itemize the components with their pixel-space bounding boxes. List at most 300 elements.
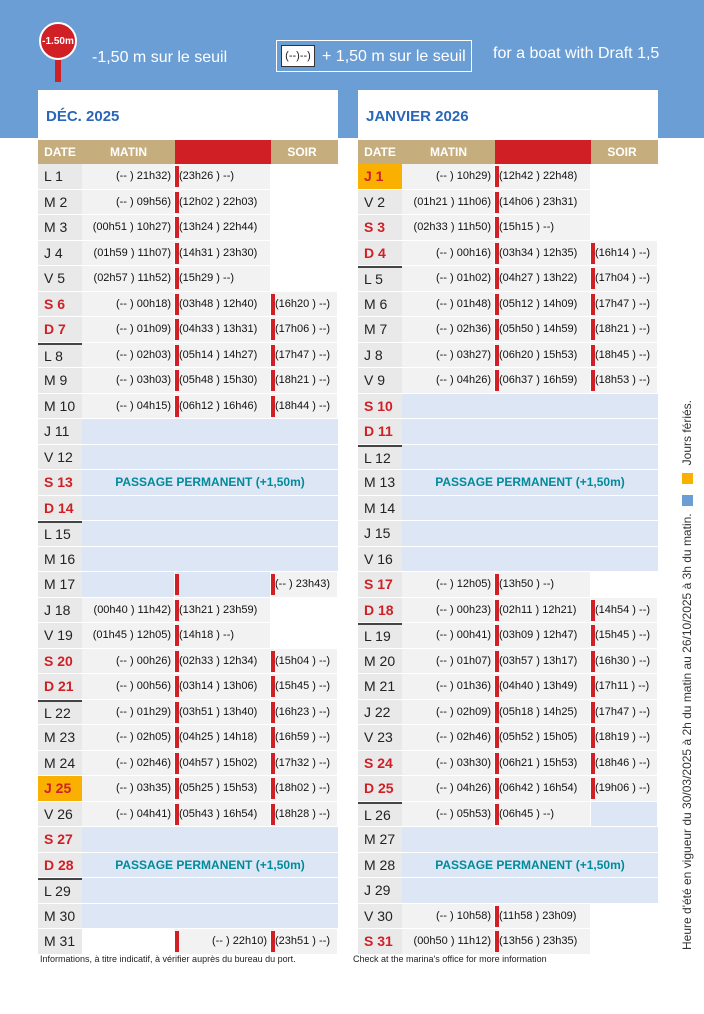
day-slot-text: (13h24 ) 22h44) [179,221,258,234]
red-marker [495,804,499,825]
red-marker [591,345,595,366]
table-row [358,266,658,292]
red-marker [591,778,595,799]
day-slot-text: (14h18 ) --) [179,629,235,642]
day-slot-text: (03h34 ) 12h35) [499,246,578,259]
table-row [358,623,658,649]
morning-slot: (-- ) 21h32) [82,164,175,189]
red-marker [271,651,275,672]
date-cell: D 14 [38,496,82,521]
red-marker [175,600,179,621]
table-row [358,725,658,751]
morning-slot: (-- ) 01h09) [82,317,175,342]
date-cell: L 19 [358,623,402,648]
table-row [38,776,338,802]
table-row [38,241,338,267]
red-marker [271,727,275,748]
day-slot-text: (04h27 ) 13h22) [499,272,578,285]
date-cell: S 20 [38,649,82,674]
table-row [38,343,338,369]
morning-slot: (-- ) 02h46) [402,725,495,750]
table-row [358,751,658,777]
date-cell: M 3 [38,215,82,240]
evening-slot-text: (23h51 ) --) [275,935,331,948]
day-slot-text: (03h51 ) 13h40) [179,705,258,718]
day-slot [495,190,591,215]
day-slot-text: (-- ) 22h10) [211,935,267,948]
table-row [358,496,658,522]
day-slot-text: (06h45 ) --) [499,807,555,820]
evening-slot [271,317,338,342]
day-slot [175,317,271,342]
date-cell: M 13 [358,470,402,495]
morning-slot: (-- ) 00h23) [402,598,495,623]
morning-slot: (-- ) 01h07) [402,649,495,674]
date-cell: L 12 [358,445,402,470]
evening-slot [591,368,658,393]
red-marker [495,625,499,646]
passage-permanent-cell: PASSAGE PERMANENT (+1,50m) [82,853,338,878]
date-cell: M 7 [358,317,402,342]
dst-note: Heure d'été en vigueur du 30/03/2025 à 2h du matin au 26/10/2025 à 3h du matin. [680,513,694,950]
table-row [358,878,658,904]
day-slot [175,725,271,750]
red-marker [495,600,499,621]
evening-slot [591,317,658,342]
morning-slot: (-- ) 00h26) [82,649,175,674]
red-marker [271,396,275,417]
morning-slot: (00h51 ) 10h27) [82,215,175,240]
passage-permanent-cell: PASSAGE PERMANENT (+1,50m) [402,853,658,878]
date-cell: M 30 [38,904,82,929]
evening-slot-text: (16h23 ) --) [275,705,331,718]
date-cell: V 30 [358,904,402,929]
passage-permanent-cell [82,827,338,852]
date-cell: J 11 [38,419,82,444]
day-slot [175,598,271,623]
dst-swatch [682,495,693,506]
table-row [358,853,658,879]
evening-slot [271,394,338,419]
date-cell: J 4 [38,241,82,266]
red-marker [271,778,275,799]
table-row [38,215,338,241]
legend-above: + 1,50 m sur le seuil [322,48,466,65]
day-slot-text: (05h14 ) 14h27) [179,348,258,361]
red-marker [175,268,179,289]
red-marker [271,753,275,774]
day-slot-text: (23h26 ) --) [179,170,235,183]
evening-slot [591,929,658,954]
day-slot-text: (06h20 ) 15h53) [499,348,578,361]
day-slot [175,266,271,291]
red-marker [591,370,595,391]
date-cell: M 21 [358,674,402,699]
morning-slot: (-- ) 00h18) [82,292,175,317]
evening-slot [591,776,658,801]
red-marker [175,243,179,264]
red-marker [175,396,179,417]
evening-slot [591,623,658,648]
table-row [358,470,658,496]
table-row [38,368,338,394]
table-row [358,368,658,394]
date-cell: S 17 [358,572,402,597]
red-marker [271,370,275,391]
day-slot-text: (15h15 ) --) [499,221,555,234]
morning-slot: (-- ) 03h03) [82,368,175,393]
red-marker [591,625,595,646]
red-marker [495,651,499,672]
table-row [38,725,338,751]
day-slot [495,317,591,342]
morning-slot: (-- ) 10h58) [402,904,495,929]
evening-slot [591,190,658,215]
evening-slot-text: (17h47 ) --) [595,297,651,310]
table-header [358,140,658,164]
day-slot-text: (05h43 ) 16h54) [179,807,258,820]
evening-slot [591,164,658,189]
date-cell: M 16 [38,547,82,572]
morning-slot: (02h57 ) 11h52) [82,266,175,291]
date-cell: D 21 [38,674,82,699]
day-slot [495,598,591,623]
date-cell: L 15 [38,521,82,546]
red-marker [271,345,275,366]
passage-permanent-cell [82,419,338,444]
evening-slot-text: (14h54 ) --) [595,603,651,616]
evening-slot [271,802,338,827]
evening-slot [591,725,658,750]
sign-pole [55,60,61,82]
passage-permanent-cell [402,445,658,470]
evening-slot-text: (17h32 ) --) [275,756,331,769]
red-marker [591,268,595,289]
table-row [38,572,338,598]
day-slot-text: (06h21 ) 15h53) [499,756,578,769]
red-marker [271,702,275,723]
passage-permanent-cell [402,419,658,444]
red-marker [175,778,179,799]
red-marker [495,778,499,799]
red-marker [175,625,179,646]
header-date: DATE [44,145,76,159]
evening-slot [591,802,658,827]
evening-slot-text: (19h06 ) --) [595,782,651,795]
header-separator [175,140,266,164]
morning-slot: (-- ) 04h26) [402,368,495,393]
evening-slot [271,292,338,317]
day-slot [495,164,591,189]
morning-slot: (-- ) 01h48) [402,292,495,317]
date-cell: S 24 [358,751,402,776]
evening-slot [271,674,338,699]
evening-slot-text: (17h11 ) --) [595,680,650,693]
passage-permanent-cell [402,827,658,852]
morning-slot [82,929,175,954]
depth-sign-icon [39,22,77,60]
day-slot-text: (03h57 ) 13h17) [499,654,578,667]
evening-slot [591,598,658,623]
passage-permanent-cell [82,904,338,929]
passage-permanent-cell: PASSAGE PERMANENT (+1,50m) [402,470,658,495]
day-slot [175,215,271,240]
day-slot [495,776,591,801]
evening-slot-text: (18h53 ) --) [595,374,651,387]
table-row [358,164,658,190]
table-row [358,904,658,930]
holiday-note: Jours fériés. [680,399,694,466]
date-cell: M 27 [358,827,402,852]
day-slot [495,674,591,699]
table-row [358,215,658,241]
evening-slot [591,674,658,699]
red-marker [495,370,499,391]
day-slot [495,904,591,929]
table-row [38,674,338,700]
evening-slot [591,751,658,776]
day-slot-text: (05h48 ) 15h30) [179,374,258,387]
evening-slot [271,241,338,266]
date-cell: L 5 [358,266,402,291]
day-slot-text: (15h29 ) --) [179,272,235,285]
day-slot [175,292,271,317]
table-row [38,419,338,445]
day-slot [495,266,591,291]
evening-slot [271,700,338,725]
evening-slot-text: (18h46 ) --) [595,756,651,769]
evening-slot-text: (-- ) 23h43) [275,578,331,591]
morning-slot: (-- ) 02h36) [402,317,495,342]
passage-permanent-cell [82,878,338,903]
red-marker [495,243,499,264]
month-title: JANVIER 2026 [358,90,658,140]
red-marker [175,753,179,774]
date-cell: D 7 [38,317,82,342]
morning-slot: (-- ) 12h05) [402,572,495,597]
red-marker [495,294,499,315]
day-slot-text: (13h56 ) 23h35) [499,935,578,948]
footer-french: Informations, à titre indicatif, à vérifier auprès du bureau du port. [40,954,296,964]
evening-slot [591,241,658,266]
day-slot-text: (04h33 ) 13h31) [179,323,258,336]
red-marker [175,345,179,366]
date-cell: J 8 [358,343,402,368]
day-slot [175,164,271,189]
date-cell: J 15 [358,521,402,546]
day-slot [175,649,271,674]
red-marker [591,676,595,697]
date-cell: M 20 [358,649,402,674]
red-marker [495,268,499,289]
red-marker [591,702,595,723]
day-slot-text: (06h42 ) 16h54) [499,782,578,795]
side-note [680,400,694,950]
evening-slot [271,343,338,368]
passage-permanent-cell [402,878,658,903]
red-marker [175,804,179,825]
passage-permanent-cell [82,547,338,572]
red-marker [495,727,499,748]
date-cell: D 25 [358,776,402,801]
red-marker [175,217,179,238]
morning-slot: (-- ) 03h30) [402,751,495,776]
table-row [358,929,658,955]
evening-slot [271,598,338,623]
red-marker [175,931,179,952]
evening-slot-text: (15h04 ) --) [275,654,331,667]
evening-slot-text: (15h45 ) --) [595,629,651,642]
footer-english: Check at the marina's office for more information [353,954,547,964]
table-row [38,853,338,879]
passage-permanent-cell [82,521,338,546]
red-marker [175,166,179,187]
red-marker [175,651,179,672]
day-slot-text: (05h50 ) 14h59) [499,323,578,336]
table-row [358,419,658,445]
day-slot [175,674,271,699]
table-row [38,598,338,624]
morning-slot: (00h50 ) 11h12) [402,929,495,954]
morning-slot: (02h33 ) 11h50) [402,215,495,240]
table-row [38,394,338,420]
date-cell: D 28 [38,853,82,878]
morning-slot: (01h59 ) 11h07) [82,241,175,266]
day-slot-text: (14h31 ) 23h30) [179,246,258,259]
red-marker [495,931,499,952]
evening-slot-text: (18h45 ) --) [595,348,651,361]
red-marker [175,574,179,595]
evening-slot [591,343,658,368]
table-row [38,164,338,190]
day-slot-text: (03h14 ) 13h06) [179,680,258,693]
table-row [358,776,658,802]
day-slot [495,929,591,954]
day-slot [175,572,271,597]
evening-slot [271,266,338,291]
day-slot-text: (14h06 ) 23h31) [499,195,578,208]
evening-slot [591,572,658,597]
table-row [38,751,338,777]
table-row [38,700,338,726]
date-cell: J 29 [358,878,402,903]
date-cell: V 12 [38,445,82,470]
passage-permanent-cell [82,496,338,521]
red-marker [495,753,499,774]
evening-slot-text: (18h02 ) --) [275,782,331,795]
red-marker [591,319,595,340]
day-slot-text: (03h09 ) 12h47) [499,629,578,642]
table-row [358,521,658,547]
evening-slot-text: (18h44 ) --) [275,399,331,412]
table-row [358,445,658,471]
date-cell: S 31 [358,929,402,954]
day-slot [175,623,271,648]
day-slot-text: (11h58 ) 23h09) [499,909,577,922]
morning-slot [82,572,175,597]
table-row [38,190,338,216]
day-slot [175,776,271,801]
morning-slot: (-- ) 04h26) [402,776,495,801]
date-cell: V 16 [358,547,402,572]
evening-slot [271,929,338,954]
calendar-january [358,90,658,955]
evening-slot [591,292,658,317]
day-slot [495,700,591,725]
day-slot-text: (05h52 ) 15h05) [499,731,578,744]
day-slot [495,368,591,393]
date-cell: M 10 [38,394,82,419]
morning-slot: (-- ) 01h29) [82,700,175,725]
evening-slot [591,266,658,291]
date-cell: L 1 [38,164,82,189]
date-cell: S 10 [358,394,402,419]
evening-slot-text: (16h59 ) --) [275,731,331,744]
header-evening: SOIR [607,145,637,159]
red-marker [495,676,499,697]
date-cell: S 3 [358,215,402,240]
header-morning: MATIN [109,145,148,159]
date-cell: S 13 [38,470,82,495]
table-row [38,445,338,471]
date-cell: V 5 [38,266,82,291]
day-slot [175,241,271,266]
evening-slot [591,215,658,240]
table-row [38,929,338,955]
day-slot [175,700,271,725]
table-row [358,317,658,343]
red-marker [175,727,179,748]
day-slot [175,751,271,776]
date-cell: M 28 [358,853,402,878]
day-slot-text: (04h25 ) 14h18) [179,731,258,744]
red-marker [591,600,595,621]
day-slot-text: (05h18 ) 14h25) [499,705,578,718]
table-row [358,674,658,700]
day-slot [175,394,271,419]
table-row [358,394,658,420]
morning-slot: (-- ) 00h56) [82,674,175,699]
table-row [358,700,658,726]
day-slot-text: (02h11 ) 12h21) [499,603,577,616]
red-marker [271,574,275,595]
day-slot-text: (04h57 ) 15h02) [179,756,258,769]
red-marker [591,753,595,774]
table-row [38,904,338,930]
table-row [358,190,658,216]
day-slot [175,190,271,215]
red-marker [495,192,499,213]
day-slot [495,241,591,266]
table-row [358,649,658,675]
table-row [358,547,658,573]
day-slot [495,751,591,776]
morning-slot: (-- ) 02h05) [82,725,175,750]
red-marker [495,906,499,927]
evening-slot-text: (16h14 ) --) [595,246,651,259]
date-cell: M 17 [38,572,82,597]
header-separator [495,140,586,164]
evening-slot-text: (18h28 ) --) [275,807,331,820]
passage-permanent-cell [402,496,658,521]
day-slot-text: (06h12 ) 16h46) [179,399,258,412]
day-slot [495,649,591,674]
evening-slot-text: (15h45 ) --) [275,680,331,693]
date-cell: S 6 [38,292,82,317]
morning-slot: (00h40 ) 11h42) [82,598,175,623]
date-cell: L 26 [358,802,402,827]
morning-slot: (-- ) 04h15) [82,394,175,419]
